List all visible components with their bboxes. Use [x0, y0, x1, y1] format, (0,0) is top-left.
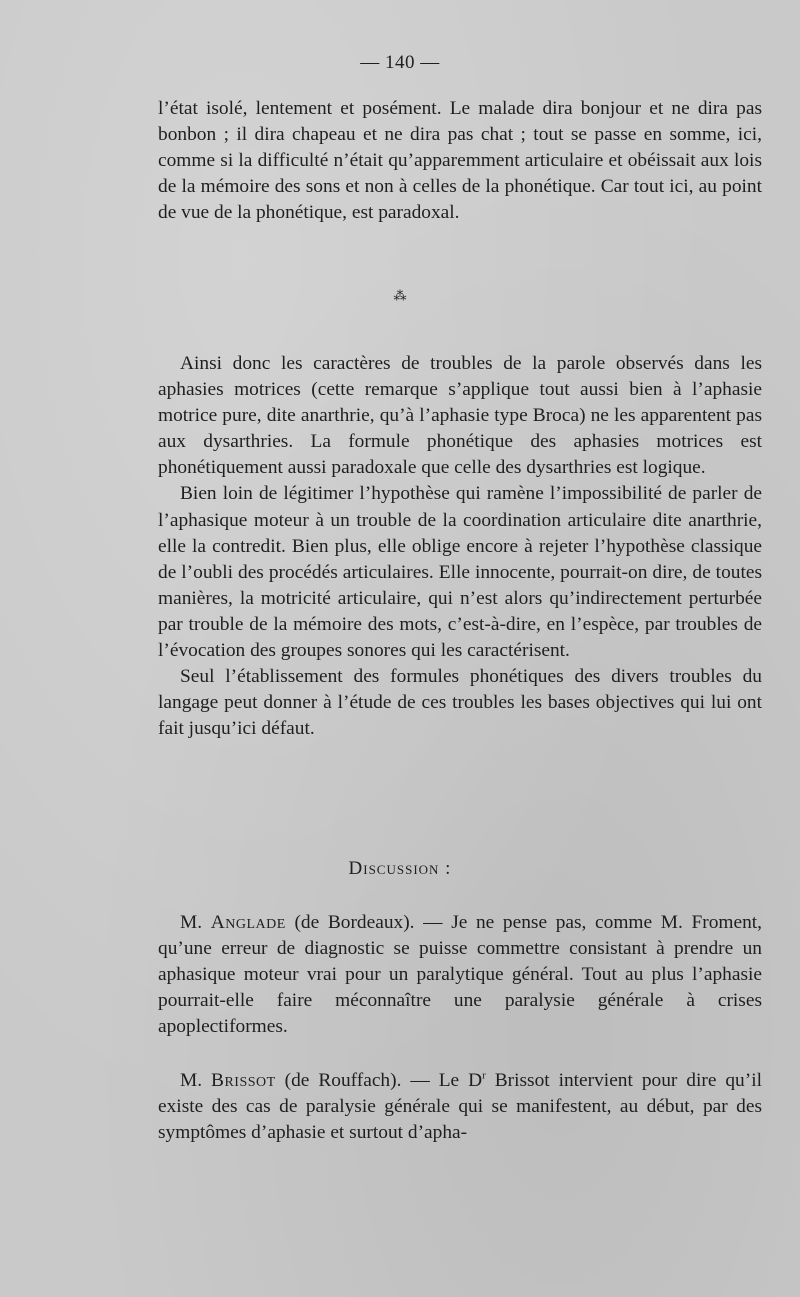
asterism-separator: ⁂ [393, 288, 407, 303]
paragraph-continued: l’état isolé, lentement et posément. Le malade dira bonjour et ne dira pas bonbon ; il dira chapeau et ne dira pas chat ; tout se passe en somme, ici, comme si la difficulté n’était qu’apparemment articulaire et obéissait aux lois de la mémoire des sons et non à celles de la phonétique. Car tout ici, au point de vue de la phonétique, est paradoxal. [158, 98, 762, 224]
intervention-brissot [158, 1068, 762, 1146]
anglade-paragraph [158, 910, 762, 1040]
speaker-name: Brissot [211, 1070, 276, 1091]
discussion-heading: Discussion : [348, 858, 452, 879]
paragraph-ainsi-donc: Ainsi donc les caractères de troubles de la parole observés dans les aphasies motrices (cette remarque s’applique tout aussi bien à l’aphasie motrice pure, dite anarthrie, qu’à l’aphasie type Broca) ne les apparentent pas aux dysarthries. La formule phonétique des aphasies motrices est phonétiquement aussi paradoxale que celle des dysarthries est logique. [158, 353, 762, 479]
page-number: — 140 — [360, 52, 440, 73]
intervention-text: Brissot intervient pour dire qu’il existe des cas de paralysie générale qui se manifestent, au début, par des symptômes d’aphasie et surtout d’apha- [158, 1070, 762, 1144]
speaker-prefix: M. [180, 912, 203, 933]
paragraph-bien-loin: Bien loin de légitimer l’hypothèse qui ramène l’impossibilité de parler de l’aphasique moteur à un trouble de la coordination articulaire dite anarthrie, elle la contredit. Bien plus, elle oblige encore à rejeter l’hypothèse classique de l’oubli des procédés articulaires. Elle innocente, pourrait-on dire, de toutes manières, la motricité articulaire, qui n’est alors qu’indirectement perturbée par trouble de la mémoire des mots, c’est-à-dire, en l’espèce, par troubles de l’évocation des groupes sonores qui les caractérisent. [158, 483, 762, 662]
brissot-paragraph [158, 1068, 762, 1146]
speaker-place: (de Bordeaux). [294, 912, 415, 933]
intervention-text-start: — Le D [410, 1070, 483, 1091]
intervention-text: — Je ne pense pas, comme M. Froment, qu’une erreur de diagnostic se puisse commettre consistant à prendre un aphasique moteur vrai pour un paralytique général. Tout au plus l’aphasie pourrait-elle faire méconnaître une paralysie générale à crises apoplectiformes. [158, 912, 763, 1038]
text-section-2 [158, 351, 762, 742]
paragraph-seul: Seul l’établissement des formules phonétiques des divers troubles du langage peut donner à l’étude de ces troubles les bases objectives qui lui ont fait jusqu’ici défaut. [158, 666, 762, 740]
speaker-place: (de Rouffach). [284, 1070, 402, 1091]
intervention-anglade [158, 910, 762, 1040]
text-section-1 [158, 96, 762, 226]
speaker-prefix: M. [180, 1070, 203, 1091]
doctor-abbrev-superscript: r [482, 1069, 486, 1082]
speaker-name: Anglade [210, 912, 286, 933]
